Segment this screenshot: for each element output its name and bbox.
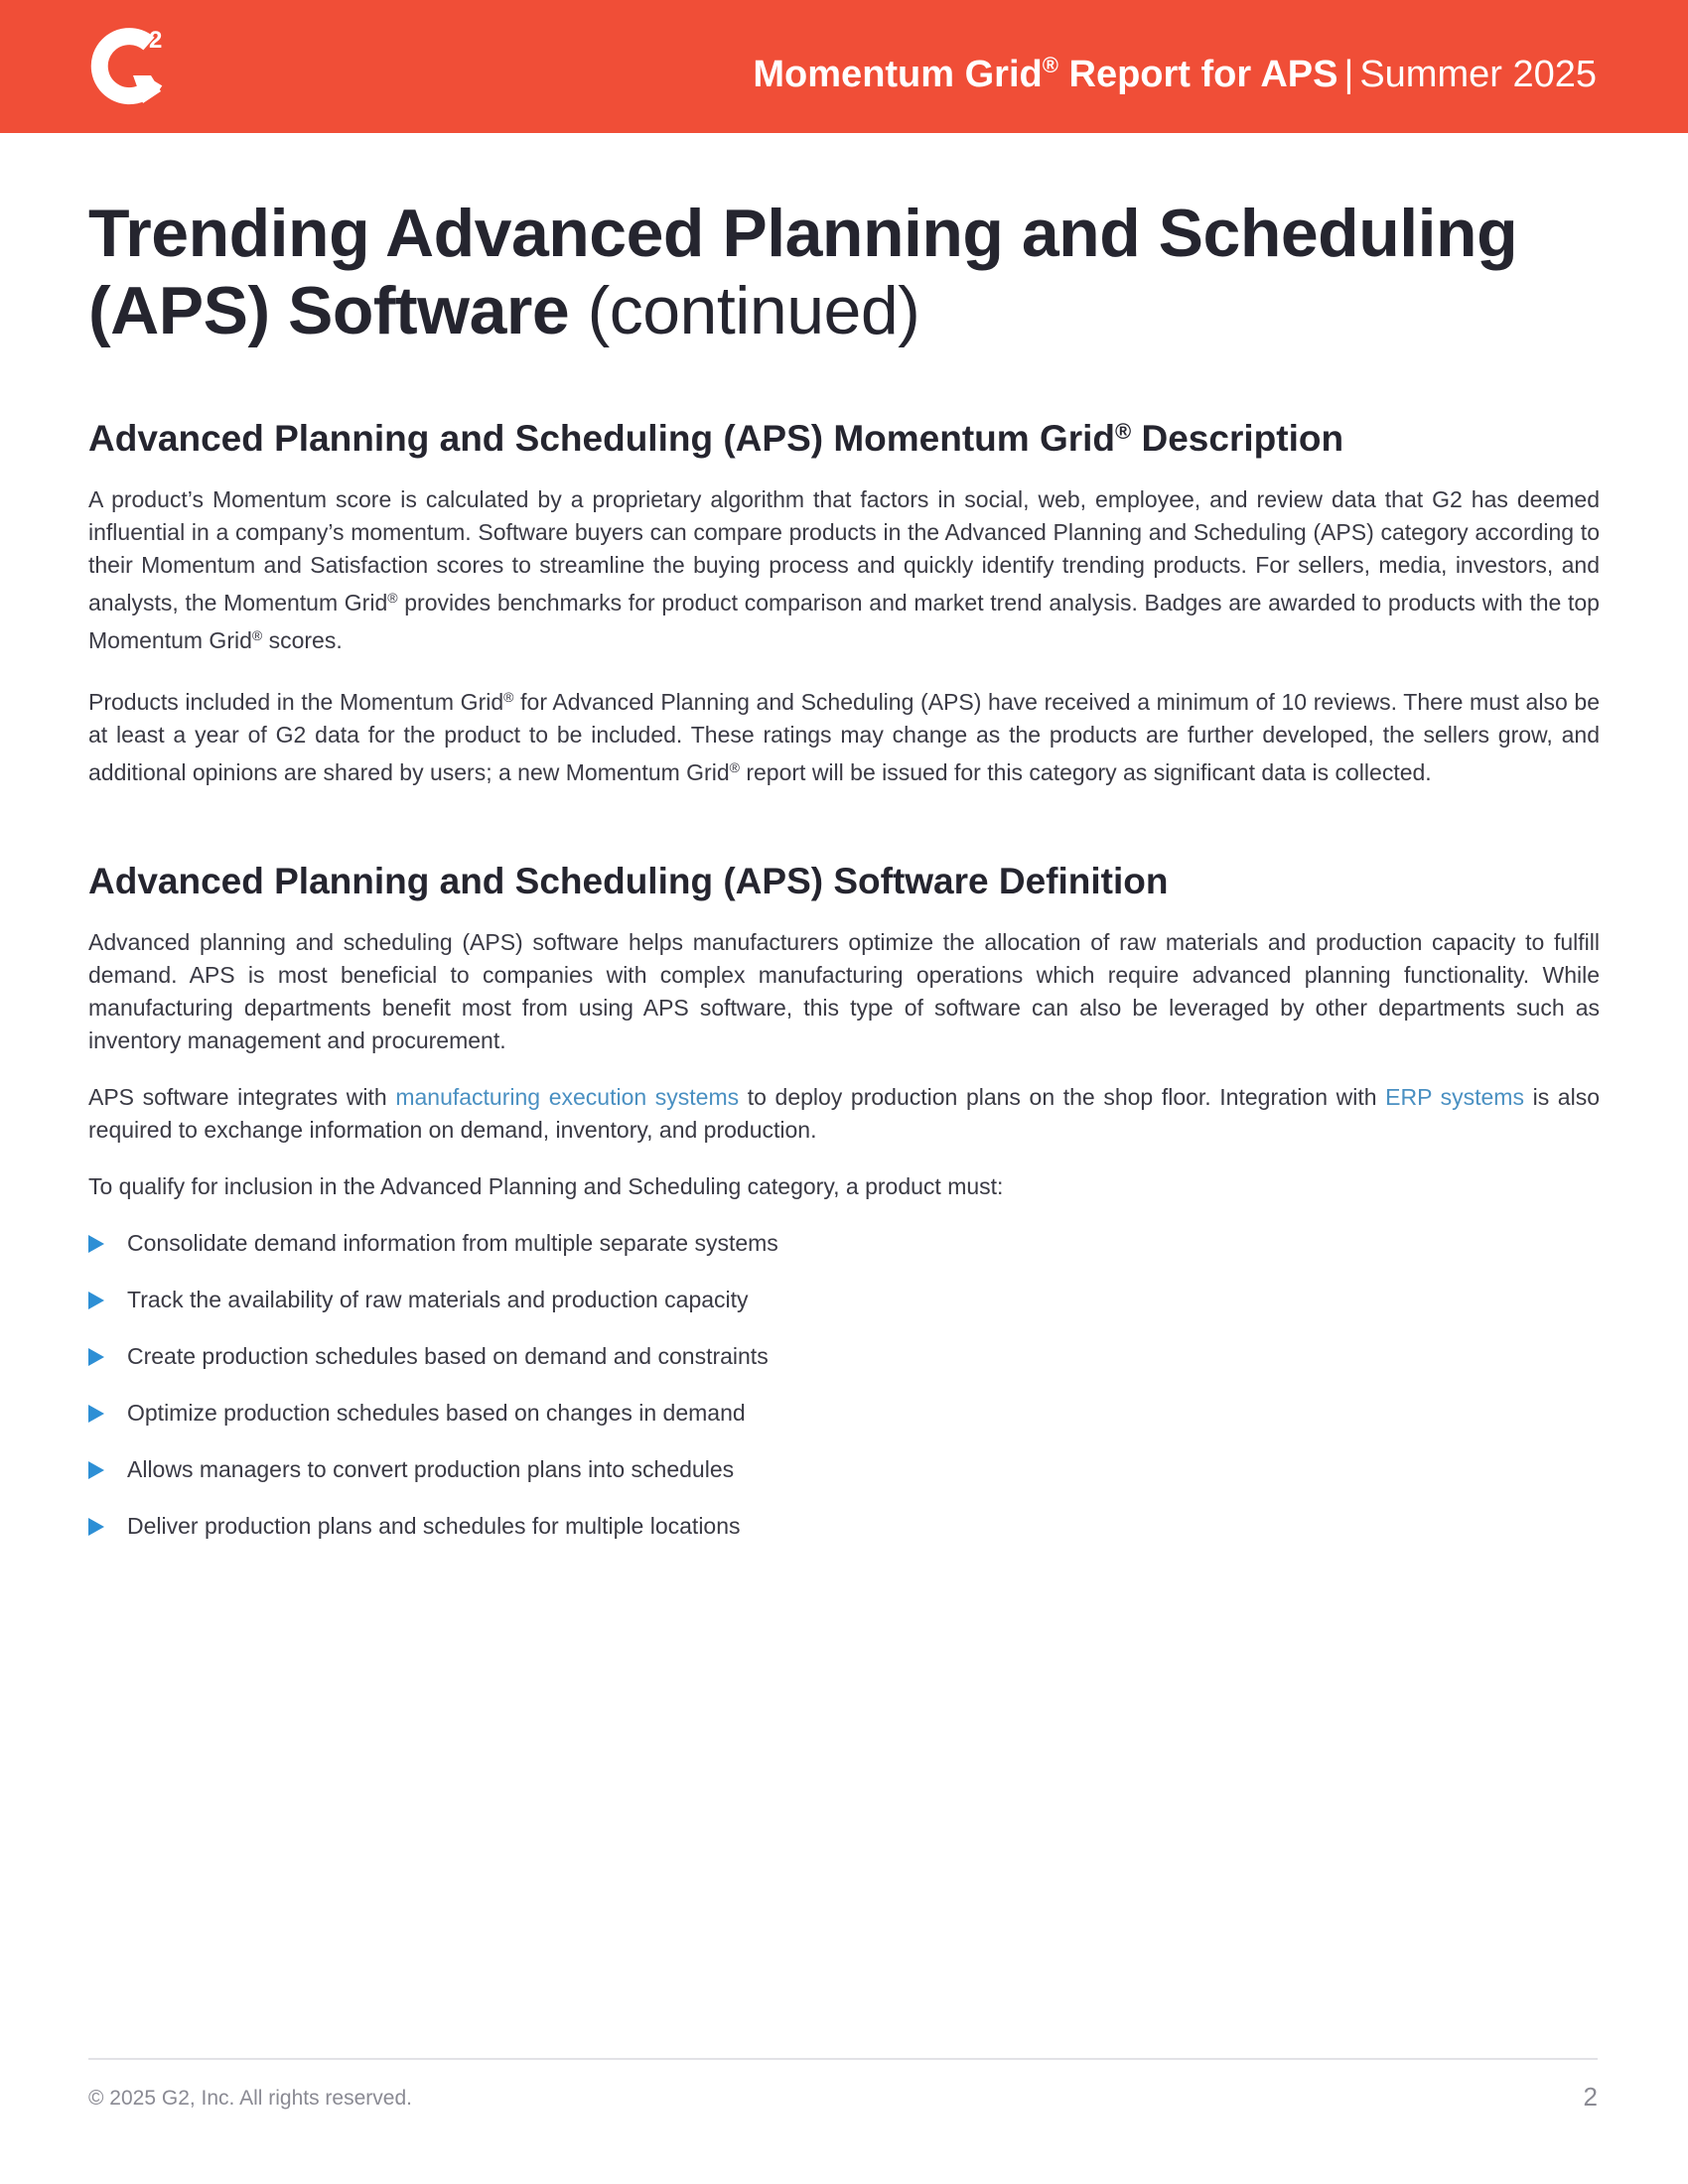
criteria-list xyxy=(88,1227,1600,1543)
definition-paragraph-1: Advanced planning and scheduling (APS) software helps manufacturers optimize the allocation of raw materials and production capacity to fulfill demand. APS is most beneficial to companies with complex manufacturing operations which require advanced planning functionality. While manufacturing departments benefit most from using APS software, this type of software can also be leveraged by other departments such as inventory management and procurement. xyxy=(88,929,1600,1053)
footer-divider xyxy=(88,2058,1598,2060)
list-item xyxy=(88,1340,1600,1373)
report-season: Summer 2025 xyxy=(1359,54,1597,95)
page-number: 2 xyxy=(1583,2082,1598,2112)
triangle-bullet-icon xyxy=(88,1292,104,1309)
text-run: report will be issued for this category as significant data is collected. xyxy=(739,759,1432,785)
triangle-bullet-icon xyxy=(88,1348,104,1366)
registered-mark: ® xyxy=(503,689,514,705)
text-run: provides benchmarks for product comparison and market trend analysis. Badges are awarded to products with the top Momentum Grid xyxy=(88,590,1600,653)
definition-heading: Advanced Planning and Scheduling (APS) Software Definition xyxy=(88,861,1169,901)
triangle-bullet-icon xyxy=(88,1405,104,1423)
triangle-bullet-icon xyxy=(88,1461,104,1479)
main-content xyxy=(88,195,1600,1567)
registered-mark: ® xyxy=(251,627,263,643)
registered-mark: ® xyxy=(729,759,740,775)
qualification-intro: To qualify for inclusion in the Advanced Planning and Scheduling category, a product must: xyxy=(88,1173,1004,1199)
footer-copyright: © 2025 G2, Inc. All rights reserved. xyxy=(88,2087,412,2110)
registered-mark: ® xyxy=(1042,53,1058,77)
criterion-text: Track the availability of raw materials and production capacity xyxy=(127,1287,749,1312)
registered-mark: ® xyxy=(1115,419,1132,444)
list-item xyxy=(88,1397,1600,1430)
text-run: APS software integrates with xyxy=(88,1084,396,1110)
triangle-bullet-icon xyxy=(88,1518,104,1536)
text-run: Products included in the Momentum Grid xyxy=(88,689,504,715)
g2-logo-icon xyxy=(89,24,173,107)
mes-link[interactable]: manufacturing execution systems xyxy=(395,1084,740,1110)
page-title-continued: (continued) xyxy=(587,273,920,348)
criterion-text: Allows managers to convert production plans into schedules xyxy=(127,1456,735,1482)
list-item xyxy=(88,1227,1600,1260)
description-heading xyxy=(88,409,1600,462)
list-item xyxy=(88,1284,1600,1316)
header-bar xyxy=(0,0,1688,133)
criterion-text: Deliver production plans and schedules for multiple locations xyxy=(127,1513,741,1539)
svg-text:2: 2 xyxy=(149,27,163,54)
report-title xyxy=(753,38,1597,102)
criterion-text: Create production schedules based on demand and constraints xyxy=(127,1343,769,1369)
description-paragraph-1 xyxy=(88,483,1600,657)
erp-link[interactable]: ERP systems xyxy=(1385,1084,1524,1110)
criterion-text: Consolidate demand information from multiple separate systems xyxy=(127,1230,778,1256)
title-separator: | xyxy=(1343,54,1354,95)
criterion-text: Optimize production schedules based on changes in demand xyxy=(127,1400,746,1426)
report-title-main: Momentum Grid xyxy=(753,54,1043,95)
definition-paragraph-2 xyxy=(88,1081,1600,1147)
list-item xyxy=(88,1453,1600,1486)
registered-mark: ® xyxy=(387,590,398,606)
description-paragraph-2 xyxy=(88,681,1600,789)
page-title xyxy=(88,195,1600,349)
text-run: is also required to exchange information on demand, inventory, and production. xyxy=(88,1084,1601,1143)
text-run: scores. xyxy=(262,627,343,653)
triangle-bullet-icon xyxy=(88,1235,104,1253)
page-title-line2: (APS) Software xyxy=(88,273,570,348)
report-title-rest: Report for APS xyxy=(1057,54,1338,95)
text-run: to deploy production plans on the shop floor. Integration with xyxy=(739,1084,1386,1110)
text-run: A product’s Momentum score is calculated by a proprietary algorithm that factors in social, web, employee, and review data that G2 has deemed influential in a company’s momentum. Software buyers can compare products in the Advanced Planning and Scheduling (APS) category according to their Momentum and Satisfaction scores to streamline the buying process and quickly identify trending products. For sellers, media, investors, and analysts, the Momentum Grid xyxy=(88,486,1600,615)
text-run: for Advanced Planning and Scheduling (APS) have received a minimum of 10 reviews. There must also be at least a year of G2 data for the product to be included. These ratings may change as the products are further developed, the sellers grow, and additional opinions are shared by users; a new Momentum Grid xyxy=(88,689,1600,785)
list-item xyxy=(88,1510,1600,1543)
description-heading-text: Advanced Planning and Scheduling (APS) Momentum Grid xyxy=(88,418,1116,459)
description-heading-suffix: Description xyxy=(1131,418,1344,459)
page-title-line1: Trending Advanced Planning and Scheduling xyxy=(88,196,1518,271)
